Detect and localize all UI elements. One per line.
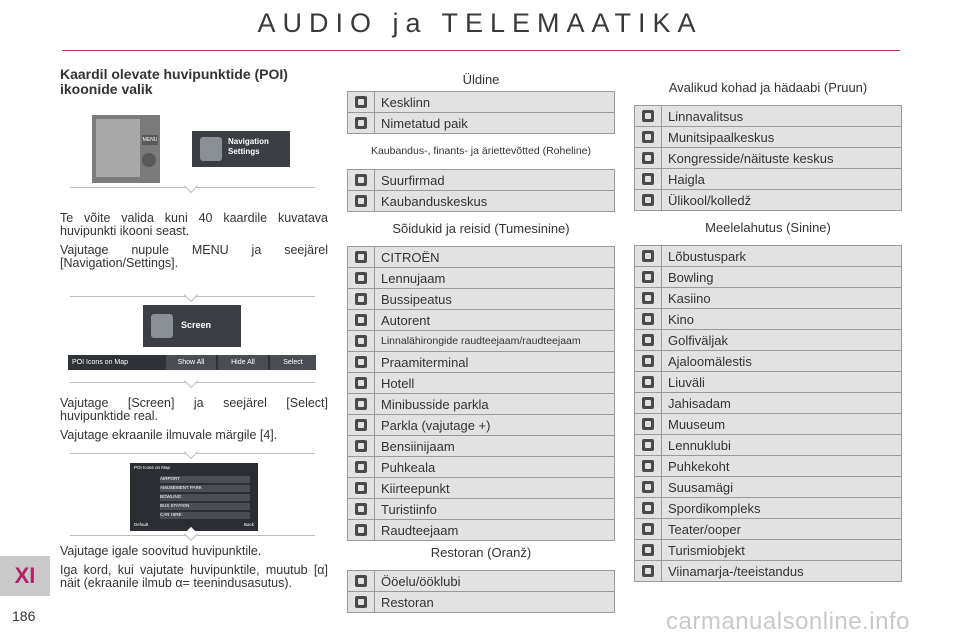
rest-icon [355, 461, 367, 473]
poi-label: Kiirteepunkt [381, 480, 450, 496]
group-title-business: Kaubandus-, finants- ja äriettevõtted (Roheline) [370, 145, 592, 157]
back-button: Back [243, 522, 254, 527]
poi-label: Ajaloomälestis [668, 353, 752, 369]
poi-list-item: BUS STATION [160, 503, 250, 510]
anchor-icon [642, 397, 654, 409]
poi-row [634, 498, 902, 519]
poi-row [634, 127, 902, 148]
icon-cell [635, 414, 662, 434]
train-station-icon [355, 524, 367, 536]
poi-row [634, 246, 902, 267]
poi-list-title: POI Icons on Map [134, 465, 171, 470]
poi-label: Parkla (vajutage +) [381, 417, 491, 433]
poi-label: Autorent [381, 312, 431, 328]
icon-cell [348, 457, 375, 477]
poi-row [634, 169, 902, 190]
poi-label: Viinamarja-/teeistandus [668, 563, 804, 579]
default-button: Default [134, 522, 149, 527]
poi-label: Turismiobjekt [668, 542, 745, 558]
icon-cell [635, 351, 662, 371]
divider [70, 449, 315, 463]
poi-row [347, 592, 615, 613]
poi-label: Jahisadam [668, 395, 731, 411]
fuel-icon [355, 440, 367, 452]
screenshot-poi-bar [68, 355, 316, 370]
menu-button-label: MENU [142, 137, 158, 143]
poi-table-business [347, 169, 615, 212]
icon-cell [635, 498, 662, 518]
poi-label: Bowling [668, 269, 714, 285]
poi-row [347, 247, 615, 268]
icon-cell [635, 435, 662, 455]
poi-label: Golfiväljak [668, 332, 728, 348]
poi-label: Kesklinn [381, 94, 431, 110]
poi-label: Praamiterminal [381, 354, 469, 370]
plane-icon [355, 272, 367, 284]
poi-table-public [634, 105, 902, 211]
poi-label: Muuseum [668, 416, 726, 432]
poi-list-item: AMUSEMENT PARK [160, 485, 250, 492]
icon-cell [635, 561, 662, 581]
poi-label: Minibusside parkla [381, 396, 489, 412]
icon-cell [635, 477, 662, 497]
poi-list-item: CAR HIRE [160, 512, 250, 519]
poi-label: Suurfirmad [381, 172, 445, 188]
poi-row [347, 373, 615, 394]
icon-cell [348, 436, 375, 456]
info-icon [355, 503, 367, 515]
screenshot-menu [92, 115, 160, 183]
poi-label: Hotell [381, 375, 415, 391]
target-icon [355, 96, 367, 108]
poi-row [634, 190, 902, 211]
poi-row [347, 92, 615, 113]
cinema-icon [642, 313, 654, 325]
screenshot-screen-button [143, 305, 241, 347]
globe-icon [642, 110, 654, 122]
citroen-icon [355, 251, 367, 263]
poi-row [347, 352, 615, 373]
poi-label: Ööelu/ööklubi [381, 573, 461, 589]
page-number: 186 [12, 608, 36, 624]
bus-icon [355, 293, 367, 305]
poi-row [347, 415, 615, 436]
divider [70, 183, 315, 197]
poi-row [347, 289, 615, 310]
poi-row [347, 571, 615, 592]
icon-cell [348, 499, 375, 519]
icon-cell [635, 148, 662, 168]
poi-label: CITROËN [381, 249, 440, 265]
school-icon [642, 194, 654, 206]
icon-cell [348, 113, 375, 133]
poi-label: Restoran [381, 594, 434, 610]
screenshot-nav-settings [192, 131, 290, 167]
poi-row [634, 414, 902, 435]
poi-label: Raudteejaam [381, 522, 459, 538]
icon-cell [348, 247, 375, 267]
icon-cell [635, 169, 662, 189]
divider [70, 531, 315, 545]
icon-cell [348, 394, 375, 414]
instruction-text: Vajutage [Screen] ja seejärel [Select] huvipunktide real. [60, 396, 328, 423]
museum-icon [642, 418, 654, 430]
car-icon [355, 314, 367, 326]
icon-cell [348, 373, 375, 393]
ferry-icon [355, 356, 367, 368]
poi-row [634, 288, 902, 309]
poi-row [634, 519, 902, 540]
group-title-entertainment: Meelelahutus (Sinine) [705, 220, 831, 235]
poi-label: Kaubanduskeskus [381, 193, 488, 209]
watermark: carmanualsonline.info [666, 608, 910, 635]
group-title-restaurant: Restoran (Oranž) [430, 545, 532, 560]
poi-label: Munitsipaalkeskus [668, 129, 775, 145]
header-rule [62, 50, 900, 51]
instruction-text: Vajutage ekraanile ilmuvale märgile [4]. [60, 428, 278, 442]
icon-cell [635, 456, 662, 476]
icon-cell [348, 520, 375, 540]
cart-icon [355, 195, 367, 207]
poi-table-entertainment [634, 245, 902, 582]
icon-cell [348, 331, 375, 351]
poi-list-item: BOWLING [160, 494, 250, 501]
icon-cell [348, 592, 375, 612]
flight-club-icon [642, 439, 654, 451]
poi-label: Kongresside/näituste keskus [668, 150, 834, 166]
group-title-general: Üldine [462, 72, 500, 87]
icon-cell [635, 288, 662, 308]
poi-row [347, 520, 615, 541]
icon-cell [348, 268, 375, 288]
poi-row [347, 113, 615, 134]
nav-settings-label: Navigation Settings [228, 137, 269, 156]
select-button: Select [270, 355, 316, 370]
instruction-text: Iga kord, kui vajutate huvipunktile, muutub [α] näit (ekraanile ilmub α= teenindusasutus). [60, 563, 328, 590]
icon-cell [348, 478, 375, 498]
poi-row [634, 106, 902, 127]
cutlery-icon [355, 596, 367, 608]
divider [70, 378, 315, 392]
dot-icon [355, 117, 367, 129]
holiday-icon [642, 460, 654, 472]
icon-cell [635, 106, 662, 126]
poi-list-item: AIRPORT [160, 476, 250, 483]
page-header-title: AUDIO ja TELEMAATIKA [257, 8, 703, 38]
train-icon [355, 335, 367, 347]
poi-label: Bensiinijaam [381, 438, 455, 454]
group-title-public: Avalikud kohad ja hädaabi (Pruun) [668, 80, 868, 95]
poi-label: Linnavalitsus [668, 108, 744, 124]
parking-bus-icon [355, 398, 367, 410]
poi-row [634, 393, 902, 414]
poi-table-restaurant [347, 570, 615, 613]
divider [70, 292, 315, 306]
poi-label: Suusamägi [668, 479, 734, 495]
wine-icon [642, 565, 654, 577]
icon-cell [635, 519, 662, 539]
poi-row [347, 331, 615, 352]
icon-cell [635, 540, 662, 560]
icon-cell [635, 246, 662, 266]
screen-label: Screen [181, 320, 212, 330]
poi-label: Nimetatud paik [381, 115, 468, 131]
poi-label: Linnalähirongide raudteejaam/raudteejaam [381, 335, 581, 347]
instruction-text: Vajutage nupule MENU ja seejärel [Navigation/Settings]. [60, 243, 328, 270]
icon-cell [635, 267, 662, 287]
eye-icon [642, 544, 654, 556]
poi-row [634, 351, 902, 372]
chapter-badge: XI [0, 556, 50, 596]
parking-icon [355, 419, 367, 431]
poi-row [634, 540, 902, 561]
icon-cell [635, 190, 662, 210]
poi-label: Ülikool/kolledž [668, 192, 752, 208]
cocktail-icon [355, 575, 367, 587]
poi-row [634, 477, 902, 498]
stadium-icon [642, 502, 654, 514]
poi-label: Liuväli [668, 374, 705, 390]
icon-cell [635, 393, 662, 413]
poi-row [347, 499, 615, 520]
instruction-text: Vajutage igale soovitud huvipunktile. [60, 544, 262, 558]
casino-icon [642, 292, 654, 304]
poi-row [347, 191, 615, 212]
golf-icon [642, 334, 654, 346]
townhall-icon [642, 131, 654, 143]
poi-row [347, 478, 615, 499]
icon-cell [635, 127, 662, 147]
ramp-icon [355, 482, 367, 494]
field-icon [642, 376, 654, 388]
poi-label: Puhkekoht [668, 458, 730, 474]
bowling-icon [642, 271, 654, 283]
section-title: Kaardil olevate huvipunktide (POI) ikoonide valik [60, 66, 288, 97]
poi-row [634, 148, 902, 169]
icon-cell [635, 309, 662, 329]
poi-label: Lennujaam [381, 270, 446, 286]
poi-label: Teater/ooper [668, 521, 741, 537]
poi-row [634, 435, 902, 456]
icon-cell [635, 330, 662, 350]
poi-label: Haigla [668, 171, 705, 187]
screenshot-poi-list [130, 463, 258, 531]
show-all-button: Show All [166, 355, 216, 370]
poi-table-vehicles [347, 246, 615, 541]
poi-label: Puhkeala [381, 459, 436, 475]
poi-label: Kasiino [668, 290, 711, 306]
icon-cell [348, 571, 375, 591]
poi-row [634, 267, 902, 288]
poi-row [347, 268, 615, 289]
icon-cell [348, 310, 375, 330]
poi-row [347, 310, 615, 331]
congress-icon [642, 152, 654, 164]
poi-row [634, 372, 902, 393]
icon-cell [348, 191, 375, 211]
poi-label: Spordikompleks [668, 500, 761, 516]
theatre-icon [642, 523, 654, 535]
poi-label: Lõbustuspark [668, 248, 747, 264]
icon-cell [348, 289, 375, 309]
poi-label: Bussipeatus [381, 291, 452, 307]
amusement-icon [642, 250, 654, 262]
poi-row [634, 456, 902, 477]
poi-row [347, 170, 615, 191]
poi-row [634, 309, 902, 330]
icon-cell [348, 170, 375, 190]
icon-cell [348, 352, 375, 372]
poi-row [347, 394, 615, 415]
poi-label: Lennuklubi [668, 437, 731, 453]
group-title-vehicles: Sõidukid ja reisid (Tumesinine) [392, 221, 570, 236]
hospital-icon [642, 173, 654, 185]
poi-label: Kino [668, 311, 695, 327]
poi-table-general [347, 91, 615, 134]
icon-cell [348, 92, 375, 112]
icon-cell [635, 372, 662, 392]
ski-icon [642, 481, 654, 493]
icon-cell [348, 415, 375, 435]
poi-row [347, 457, 615, 478]
poi-row [634, 330, 902, 351]
instruction-text: Te võite valida kuni 40 kaardile kuvatava huvipunkti ikooni seast. [60, 211, 328, 238]
bed-icon [355, 377, 367, 389]
poi-label: Turistiinfo [381, 501, 437, 517]
monument-icon [642, 355, 654, 367]
hide-all-button: Hide All [218, 355, 268, 370]
poi-bar-title: POI Icons on Map [72, 359, 129, 366]
poi-row [634, 561, 902, 582]
building-icon [355, 174, 367, 186]
poi-row [347, 436, 615, 457]
